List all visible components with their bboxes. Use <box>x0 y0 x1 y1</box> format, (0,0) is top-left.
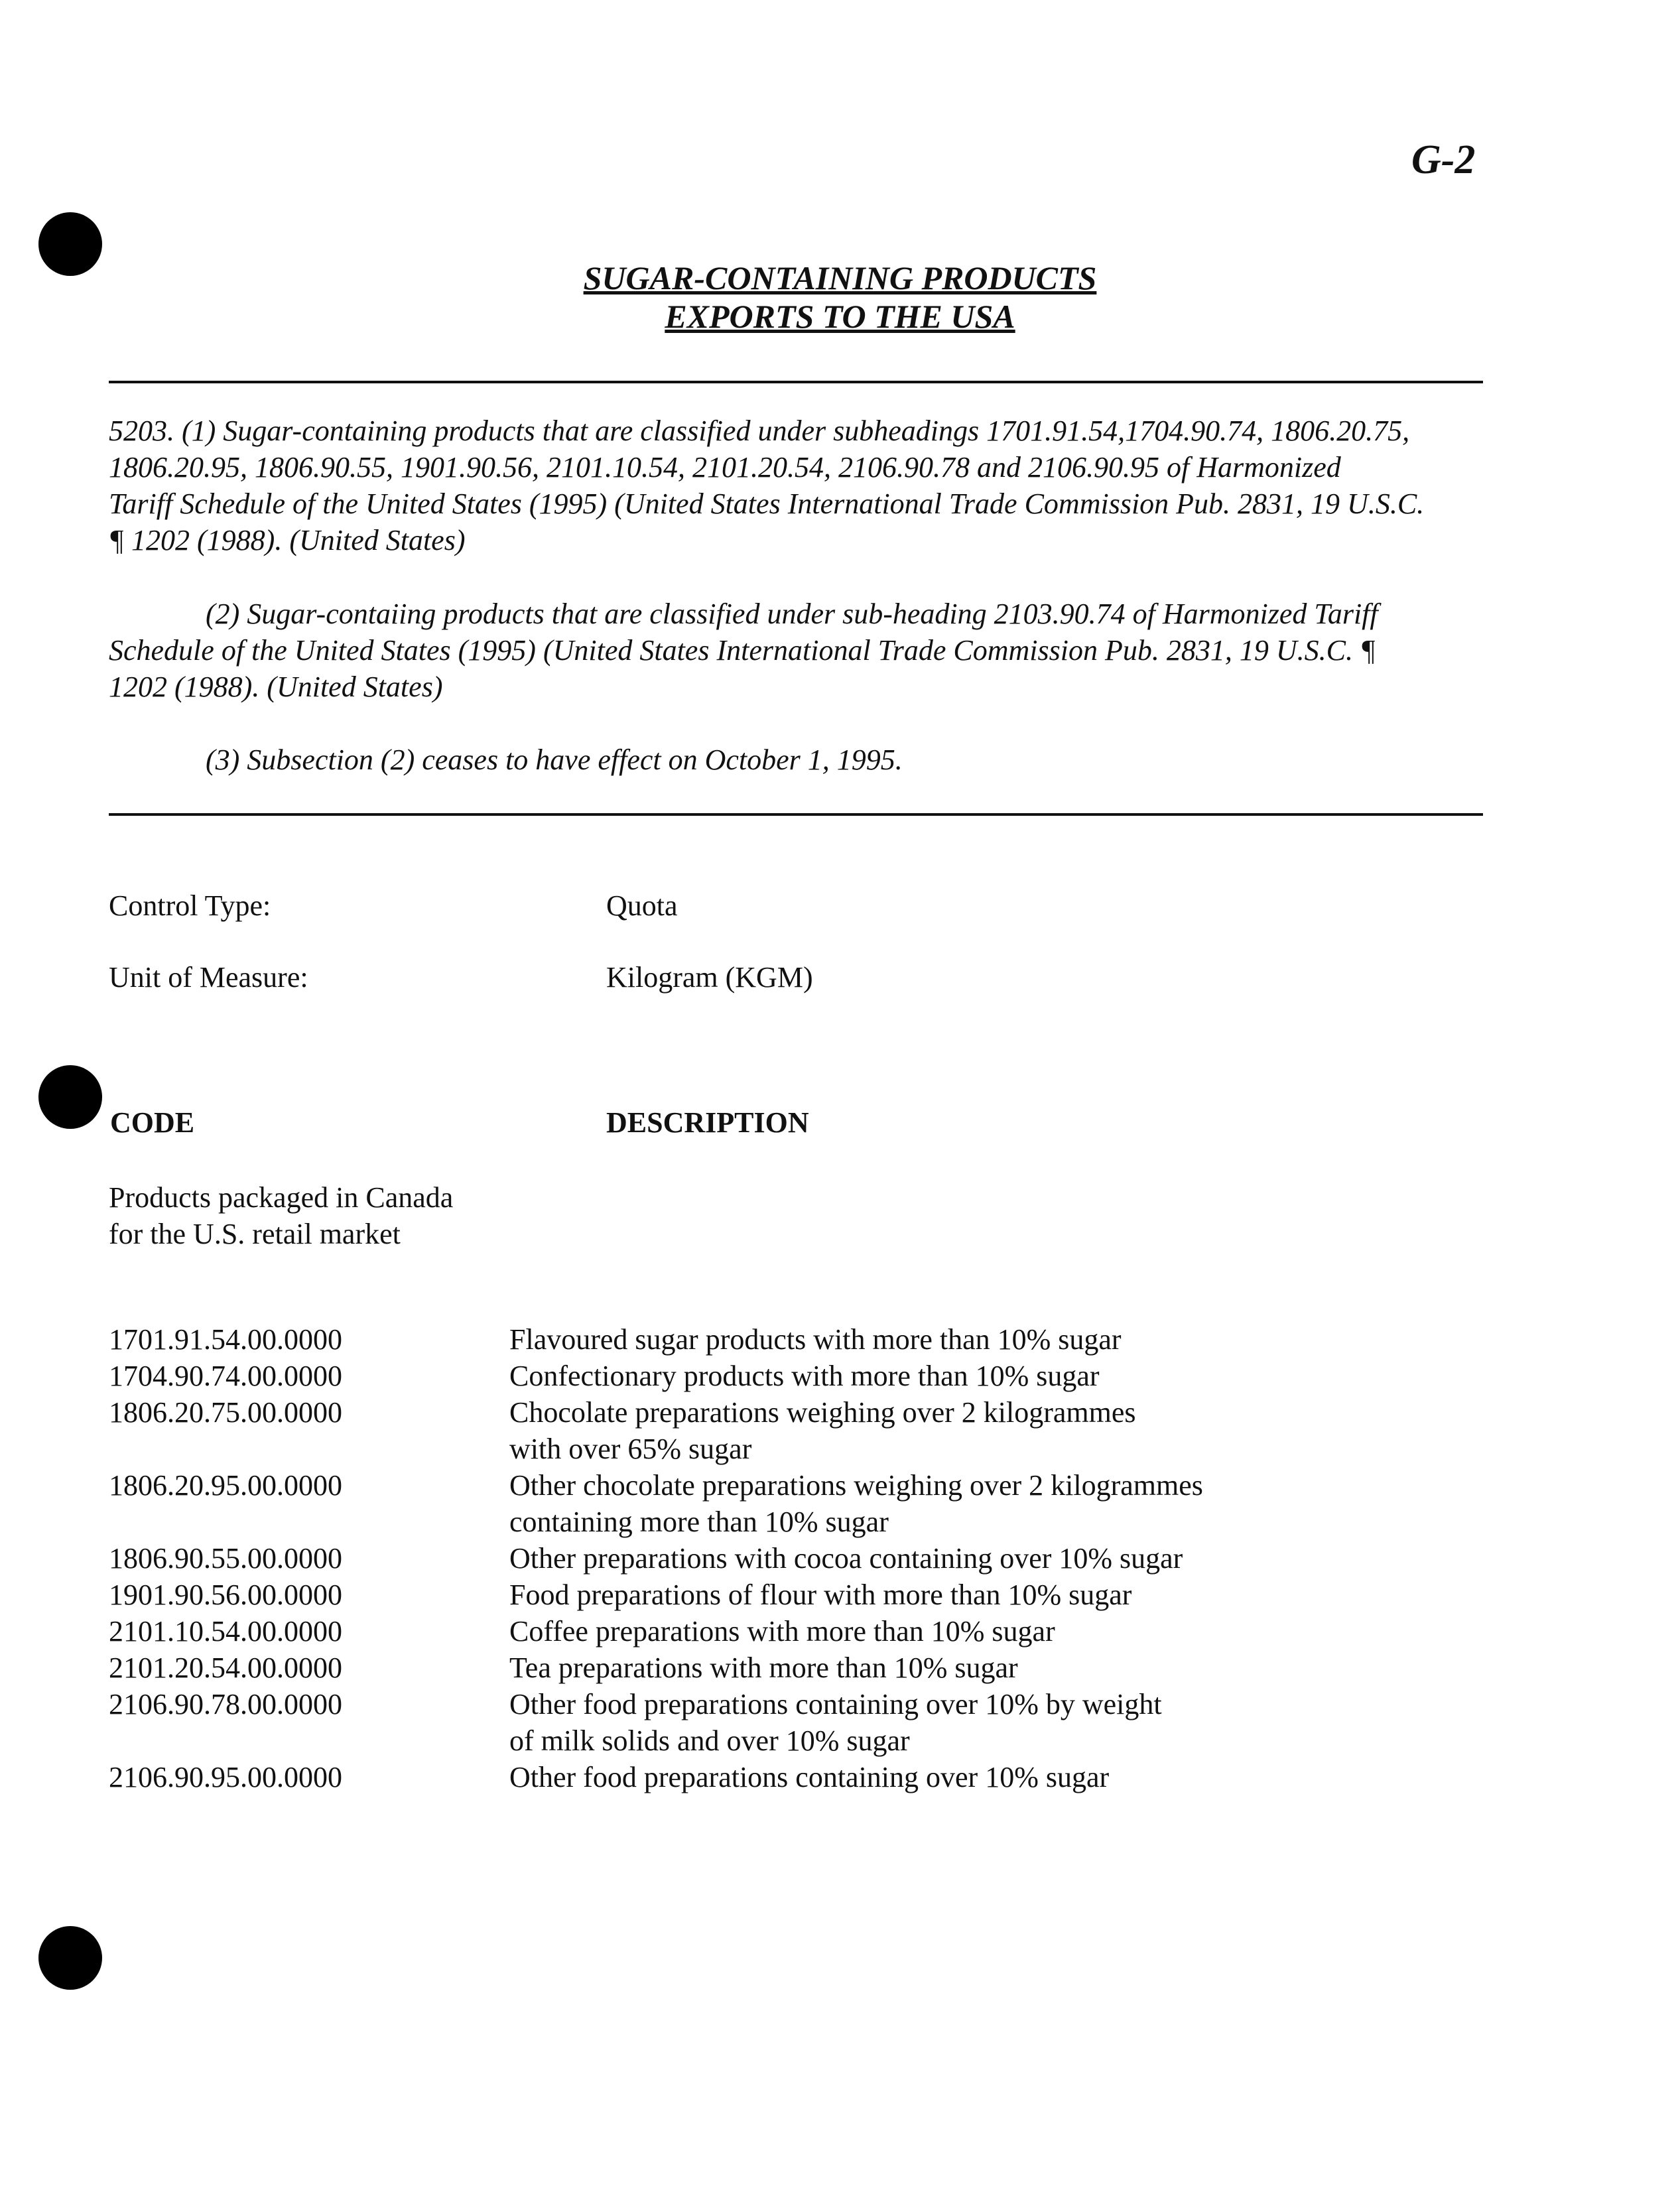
row-description: Chocolate preparations weighing over 2 kilogrammes with over 65% sugar <box>509 1396 1136 1465</box>
row-description: Flavoured sugar products with more than 10% sugar <box>509 1323 1122 1356</box>
regulation-2-line-2: Schedule of the United States (1995) (United States International Trade Commission Pub. 2831, 19 U.S.C. ¶ <box>109 634 1376 667</box>
regulation-2-line-3: 1202 (1988). (United States) <box>109 671 443 703</box>
control-type-label: Control Type: <box>109 889 271 922</box>
top-rule <box>109 381 1483 383</box>
row-code: 1806.20.95.00.0000 <box>109 1469 342 1502</box>
row-code: 1704.90.74.00.0000 <box>109 1360 342 1392</box>
row-description: Other food preparations containing over 10% by weight of milk solids and over 10% sugar <box>509 1688 1162 1757</box>
bottom-rule <box>109 813 1483 816</box>
row-code: 2106.90.78.00.0000 <box>109 1688 342 1720</box>
row-code: 1806.90.55.00.0000 <box>109 1542 342 1575</box>
row-description: Food preparations of flour with more than 10% sugar <box>509 1579 1132 1611</box>
row-description: Other chocolate preparations weighing over 2 kilogrammes containing more than 10% sugar <box>509 1469 1203 1538</box>
description-column-header: DESCRIPTION <box>606 1106 809 1139</box>
regulation-1-line-4: ¶ 1202 (1988). (United States) <box>109 524 466 556</box>
row-description: Tea preparations with more than 10% sugar <box>509 1651 1018 1684</box>
hole-punch-middle <box>38 1065 102 1129</box>
row-code: 1901.90.56.00.0000 <box>109 1579 342 1611</box>
regulation-1-line-3: Tariff Schedule of the United States (1995) (United States International Trade Commission Pub. 2831, 19 U.S.C. <box>109 487 1425 520</box>
control-type-value: Quota <box>606 889 678 922</box>
unit-of-measure-value: Kilogram (KGM) <box>606 961 813 994</box>
title-line-2: EXPORTS TO THE USA <box>665 298 1015 335</box>
regulation-1-line-1: 5203. (1) Sugar-containing products that are classified under subheadings 1701.91.54,1704.90.74, 1806.20.75, <box>109 415 1410 447</box>
row-description: Other preparations with cocoa containing over 10% sugar <box>509 1542 1183 1575</box>
row-code: 1806.20.75.00.0000 <box>109 1396 342 1429</box>
row-code: 2106.90.95.00.0000 <box>109 1761 342 1793</box>
table-note <box>109 1179 453 1252</box>
row-description: Other food preparations containing over 10% sugar <box>509 1761 1110 1793</box>
regulation-1-line-2: 1806.20.95, 1806.90.55, 1901.90.56, 2101.10.54, 2101.20.54, 2106.90.78 and 2106.90.95 of Harmonized <box>109 451 1341 484</box>
regulation-paragraph-2 <box>109 596 1378 705</box>
unit-of-measure-label: Unit of Measure: <box>109 961 308 994</box>
row-description: Coffee preparations with more than 10% sugar <box>509 1615 1055 1648</box>
row-code: 2101.20.54.00.0000 <box>109 1651 342 1684</box>
title-line-1: SUGAR-CONTAINING PRODUCTS <box>583 259 1097 296</box>
page-number: G-2 <box>1411 137 1476 182</box>
table-note-line-2: for the U.S. retail market <box>109 1218 401 1250</box>
code-column-header: CODE <box>110 1106 195 1139</box>
row-description: Confectionary products with more than 10% sugar <box>509 1360 1100 1392</box>
row-code: 2101.10.54.00.0000 <box>109 1615 342 1648</box>
row-code: 1701.91.54.00.0000 <box>109 1323 342 1356</box>
hole-punch-bottom <box>38 1926 102 1990</box>
table-note-line-1: Products packaged in Canada <box>109 1181 454 1214</box>
regulation-2-line-1: (2) Sugar-contaiing products that are classified under sub-heading 2103.90.74 of Harmonized Tariff <box>206 598 1378 630</box>
regulation-paragraph-1 <box>109 413 1424 558</box>
regulation-paragraph-3: (3) Subsection (2) ceases to have effect on October 1, 1995. <box>206 744 903 776</box>
